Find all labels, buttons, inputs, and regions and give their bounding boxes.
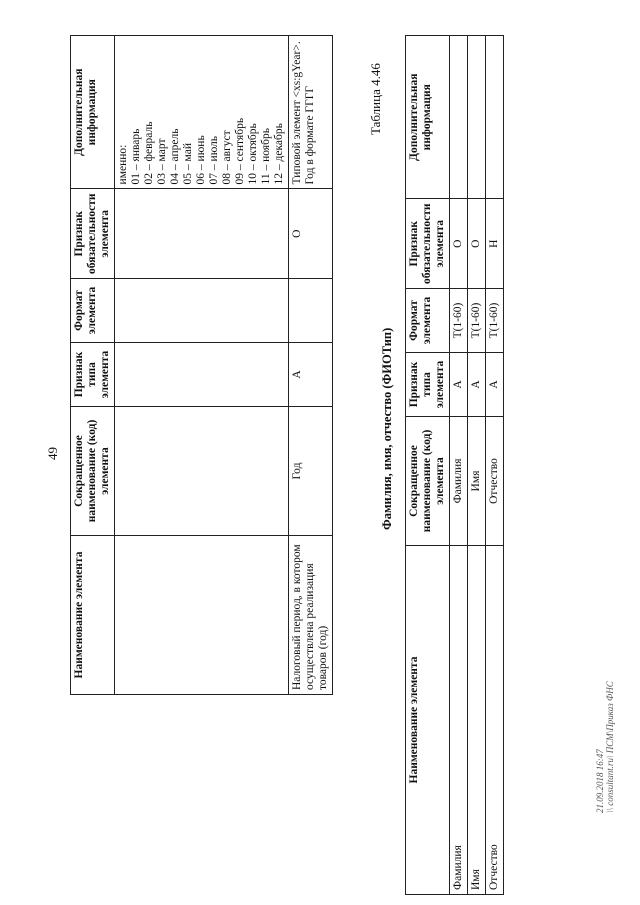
lower-header-required: Признак обязательности элемента xyxy=(406,199,450,289)
row-required: Н xyxy=(486,199,504,289)
continuation-required-cell xyxy=(115,189,289,279)
row-info xyxy=(486,36,504,199)
section-title: Фамилия, имя, отчество (ФИОТип) xyxy=(380,327,394,530)
month-item: 09 – сентябрь xyxy=(234,117,246,185)
row-type: А xyxy=(468,353,486,417)
month-item: 06 – июнь xyxy=(195,135,207,185)
month-item: 03 – март xyxy=(156,138,168,185)
table-label: Таблица 4.46 xyxy=(368,63,383,135)
period-format xyxy=(289,279,333,343)
upper-period-row xyxy=(289,36,333,695)
upper-header-required: Признак обязательности элемента xyxy=(71,189,115,279)
upper-header-info: Дополнительная информация xyxy=(71,36,115,189)
upper-table-header-row xyxy=(71,36,115,695)
row-name: Фамилия xyxy=(450,546,468,895)
upper-header-name: Наименование элемента xyxy=(71,536,115,695)
lower-header-name: Наименование элемента xyxy=(406,546,450,895)
row-info xyxy=(468,36,486,199)
lower-row-patronymic xyxy=(486,36,504,895)
month-item: 12 – декабрь xyxy=(273,123,285,185)
lower-table xyxy=(405,35,504,895)
month-item: 01 – январь xyxy=(130,128,142,185)
month-item: 07 – июль xyxy=(208,136,220,185)
upper-table xyxy=(70,35,333,695)
month-item: 04 – апрель xyxy=(169,128,181,185)
month-item: 10 – октябрь xyxy=(247,123,259,185)
continuation-format-cell xyxy=(115,279,289,343)
continuation-info-cell xyxy=(115,36,289,189)
period-info-line: Год в формате ГГГГ xyxy=(304,85,316,185)
continuation-name-cell xyxy=(115,536,289,695)
upper-continuation-row xyxy=(115,36,289,695)
lower-header-code: Сокращенное наименование (код) элемента xyxy=(406,417,450,546)
continuation-type-cell xyxy=(115,343,289,407)
row-format: T(1-60) xyxy=(450,289,468,353)
row-name: Имя xyxy=(468,546,486,895)
row-type: А xyxy=(450,353,468,417)
month-item: 02 – февраль xyxy=(143,121,155,185)
row-code: Отчество xyxy=(486,417,504,546)
upper-header-code: Сокращенное наименование (код) элемента xyxy=(71,407,115,536)
upper-header-format: Формат элемента xyxy=(71,279,115,343)
period-info xyxy=(289,36,333,189)
period-info-line: Типовой элемент <xs:gYear>. xyxy=(291,41,303,185)
print-stamp-line: \\ consultant.ru\ ПСМ\Приказ ФНС xyxy=(605,681,615,813)
row-required: О xyxy=(450,199,468,289)
month-item: 11 – ноябрь xyxy=(260,128,272,185)
lower-row-surname xyxy=(450,36,468,895)
page-number: 49 xyxy=(45,447,60,460)
lower-table-header-row xyxy=(406,36,450,895)
row-name: Отчество xyxy=(486,546,504,895)
period-type: А xyxy=(289,343,333,407)
continuation-code-cell xyxy=(115,407,289,536)
row-required: О xyxy=(468,199,486,289)
row-format: T(1-60) xyxy=(486,289,504,353)
lower-header-info: Дополнительная информация xyxy=(406,36,450,199)
row-format: T(1-60) xyxy=(468,289,486,353)
period-code: Год xyxy=(289,407,333,536)
period-name: Налоговый период, в котором осуществлена реализация товаров (год) xyxy=(289,536,333,695)
upper-header-type: Признак типа элемента xyxy=(71,343,115,407)
lower-row-name xyxy=(468,36,486,895)
period-required: О xyxy=(289,189,333,279)
month-intro: именно: xyxy=(117,144,129,185)
row-info xyxy=(450,36,468,199)
row-code: Имя xyxy=(468,417,486,546)
print-stamp-line: 21.09.2018 16:47 xyxy=(595,749,605,813)
month-item: 05 – май xyxy=(182,142,194,185)
row-code: Фамилия xyxy=(450,417,468,546)
row-type: А xyxy=(486,353,504,417)
print-stamp xyxy=(595,681,615,813)
month-item: 08 – август xyxy=(221,130,233,185)
lower-header-format: Формат элемента xyxy=(406,289,450,353)
lower-header-type: Признак типа элемента xyxy=(406,353,450,417)
